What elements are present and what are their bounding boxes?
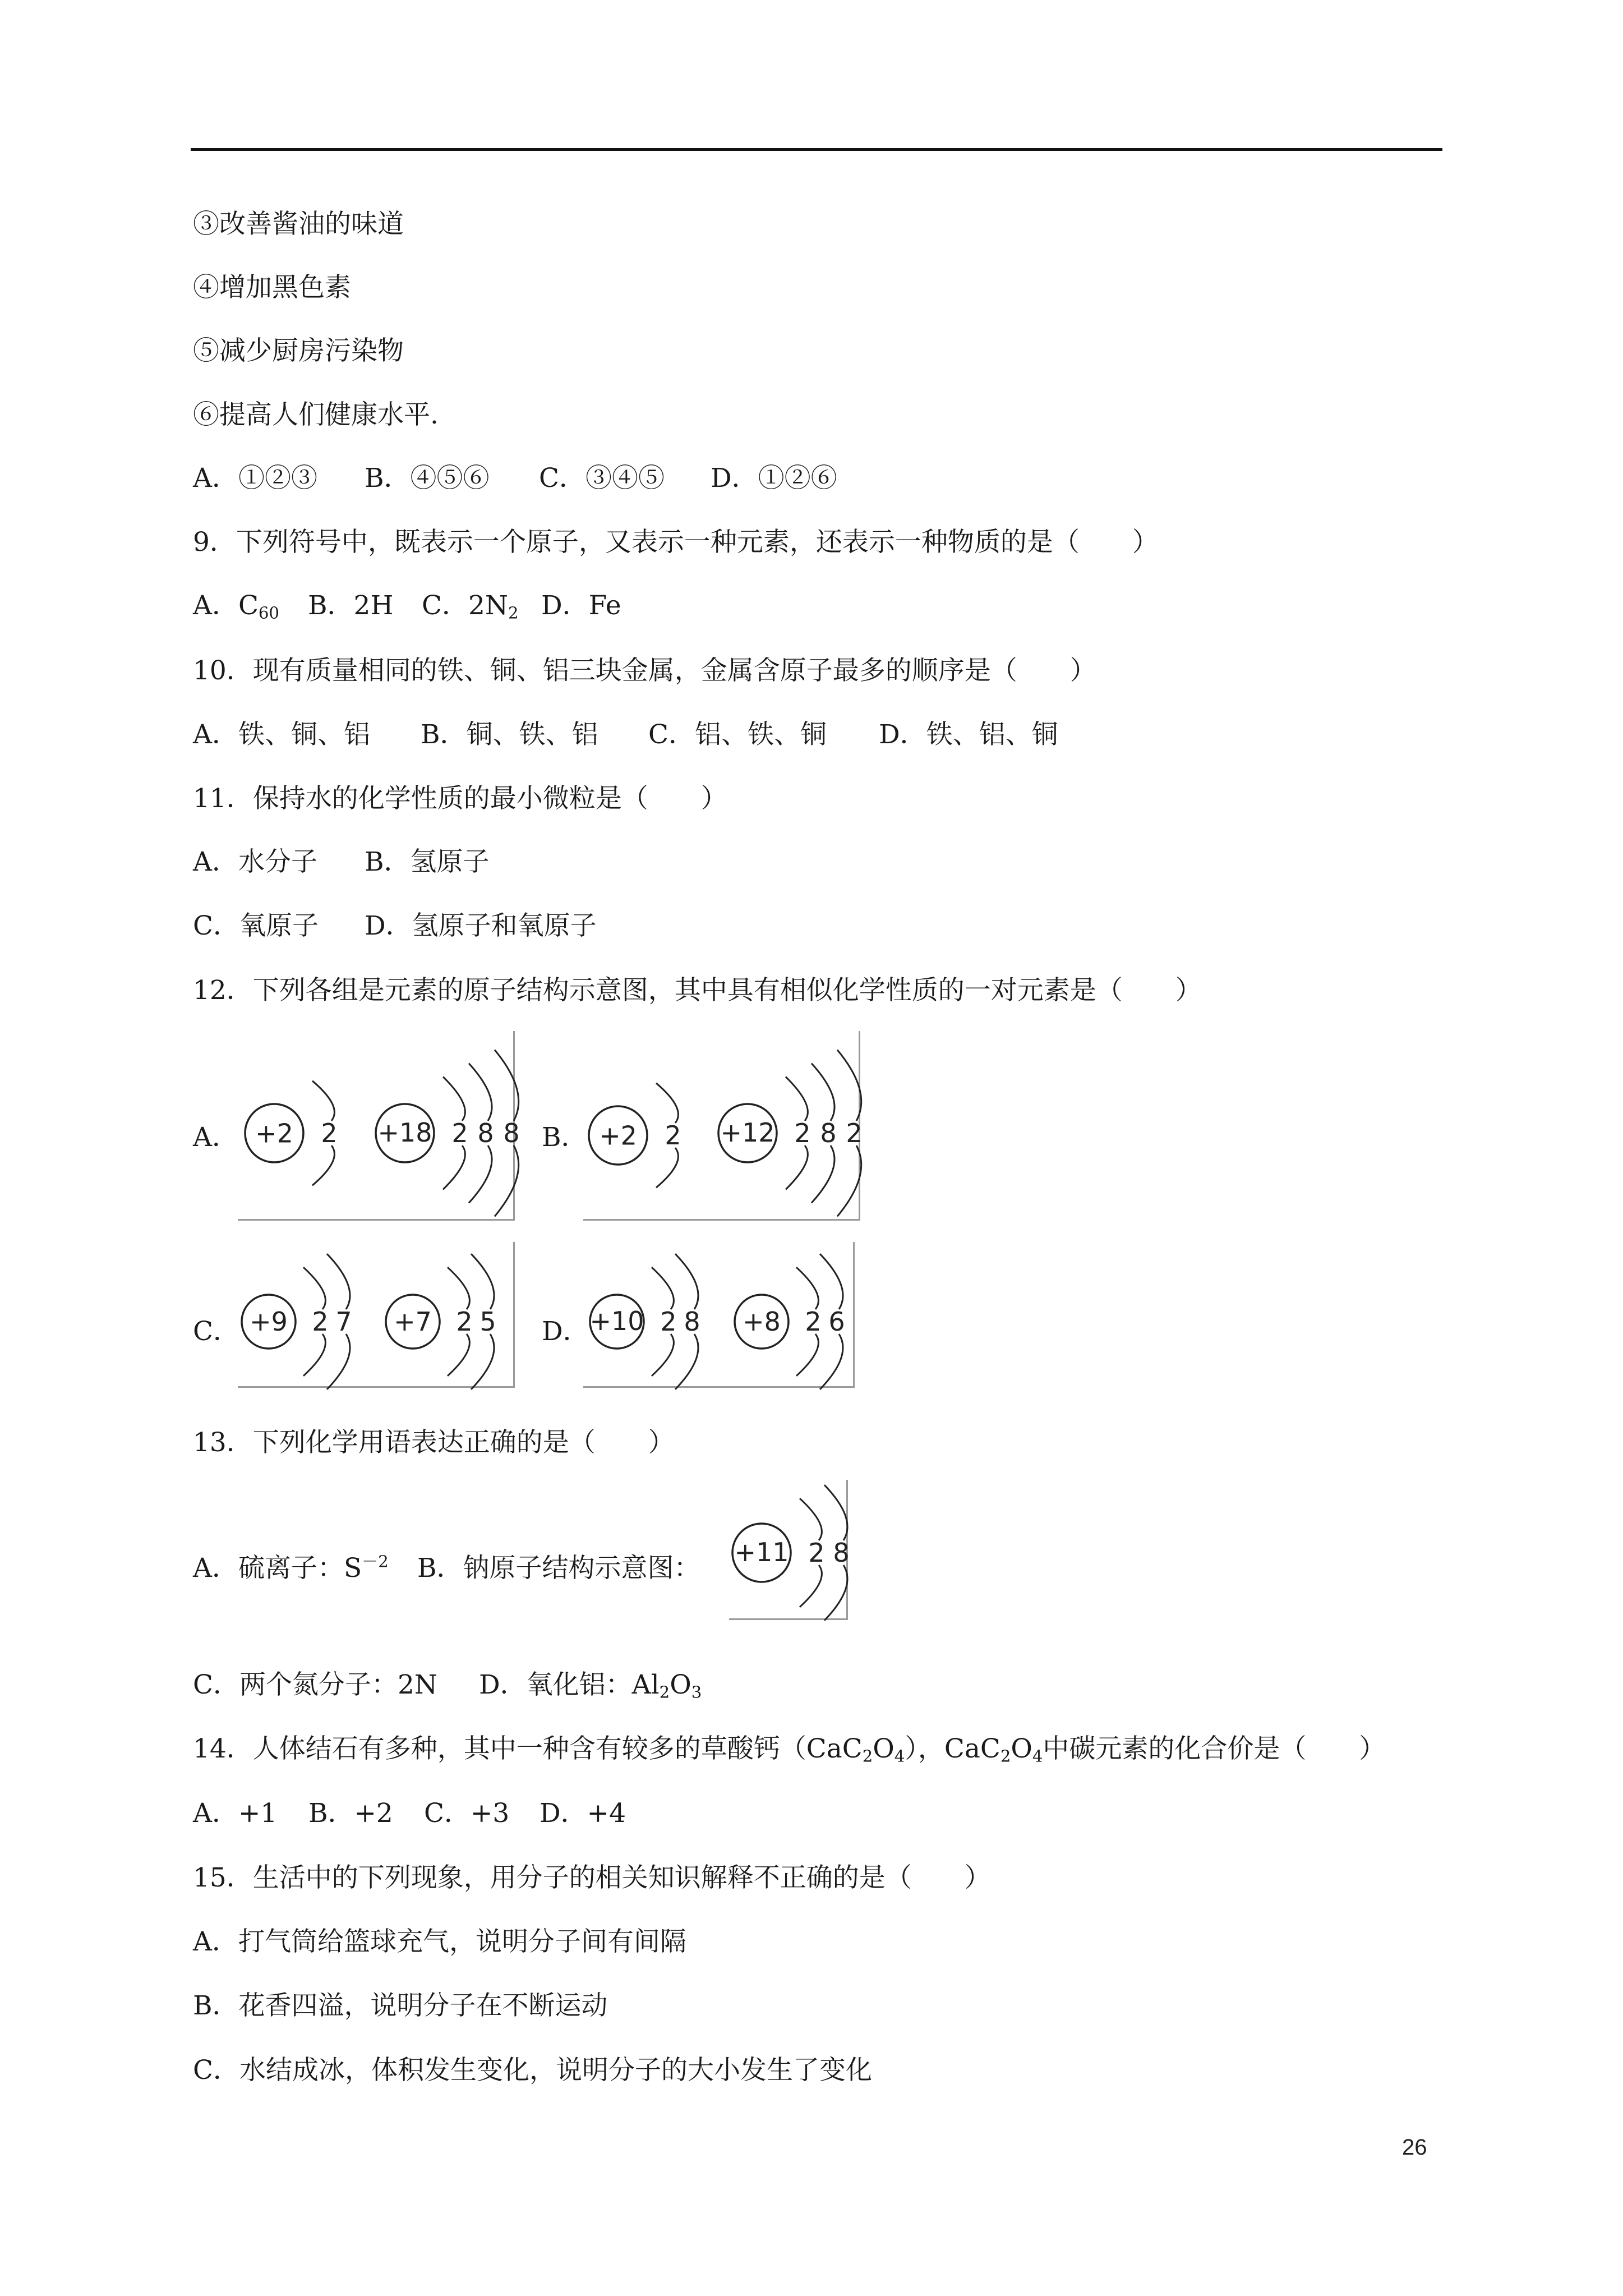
q9-choices [193,589,621,623]
q8-choices [193,462,837,495]
q11-choice-a: A．水分子 [193,846,317,877]
atom-q12c-1 [242,1254,352,1389]
q12-diagram-b-svg [583,1031,863,1221]
electron-shell-arc [796,1334,818,1376]
q10-stem: 10．现有质量相同的铁、铜、铝三块金属，金属含原子最多的顺序是（ ） [193,655,1096,686]
electron-shell-arc [471,1254,494,1309]
atom-q12b-1 [589,1083,681,1188]
q13-choice-d-sub2: 3 [691,1682,702,1702]
nucleus-charge: +18 [377,1117,432,1148]
electron-shell-arc [786,1145,808,1189]
q14-mid-3: O [1011,1733,1032,1764]
q13-choice-d [479,1668,702,1702]
atom-q13b [732,1485,850,1621]
electron-shell-arc [495,1050,519,1121]
q10-choices [193,718,1058,752]
electron-shell-arc [327,1254,350,1309]
q12-diagram-d-svg [583,1242,855,1388]
q12-label-c: C． [193,1316,239,1347]
q8-choice-d: D．①②⑥ [711,463,837,494]
q14-choices [193,1797,626,1830]
shell-electron-count: 2 [808,1538,825,1568]
q9-choice-d: D．Fe [541,590,621,621]
atom-q12d-2 [735,1254,845,1389]
electron-shell-arc [811,1064,834,1121]
electron-shell-arc [469,1064,492,1121]
q14-stem-pre: 14．人体结石有多种，其中一种含有较多的草酸钙（CaC [193,1733,863,1764]
q12-diagram-a [238,1031,520,1221]
q10-choice-b: B．铜、铁、铝 [421,719,598,750]
q14-sub-3: 2 [1000,1746,1011,1766]
shell-electron-count: 2 [312,1306,329,1337]
shell-electron-count: 8 [820,1118,837,1148]
q8-option-3: ③改善酱油的味道 [193,209,404,240]
q10-choice-d: D．铁、铝、铜 [879,719,1058,750]
electron-shell-arc [303,1267,325,1309]
shell-electron-count: 2 [665,1120,681,1151]
shell-electron-count: 2 [321,1118,338,1148]
electron-shell-arc [327,1334,350,1389]
electron-shell-arc [652,1334,674,1376]
shell-electron-count: 2 [846,1118,863,1148]
nucleus-charge: +12 [720,1117,775,1148]
electron-shell-arc [471,1334,494,1389]
electron-shell-arc [495,1145,519,1216]
q11-choice-b: B．氢原子 [365,846,490,877]
q13-choice-d-text: D．氧化铝：Al [479,1669,660,1700]
q12-stem: 12．下列各组是元素的原子结构示意图，其中具有相似化学性质的一对元素是（ ） [193,975,1202,1006]
electron-shell-arc [837,1050,861,1121]
electron-shell-arc [820,1334,843,1389]
q14-stem-post: 中碳元素的化合价是（ ） [1043,1733,1386,1764]
q14-choice-c: C．+3 [424,1798,510,1829]
nucleus-charge: +11 [734,1537,789,1568]
page-number: 26 [1402,2135,1427,2160]
shell-electron-count: 6 [828,1306,845,1337]
q8-choice-b: B．④⑤⑥ [365,463,490,494]
atom-q12c-2 [386,1254,496,1389]
q15-choice-b: B．花香四溢，说明分子在不断运动 [193,1990,608,2021]
shell-electron-count: 5 [479,1306,496,1337]
q12-label-d: D． [542,1316,589,1347]
q13-choice-d-mid: O [670,1669,691,1700]
nucleus-charge: +10 [589,1306,644,1337]
electron-shell-arc [656,1083,678,1123]
q11-stem: 11．保持水的化学性质的最小微粒是（ ） [193,783,727,814]
electron-shell-arc [469,1145,492,1203]
q10-choice-c: C．铝、铁、铜 [648,719,827,750]
q9-choice-c-text: C．2N [422,590,508,621]
q11-choices-ab [193,845,490,879]
electron-shell-arc [820,1254,843,1309]
q13-choice-b: B．钠原子结构示意图： [417,1553,700,1584]
q14-choice-a: A．+1 [193,1798,278,1829]
atom-q12b-2 [718,1050,863,1217]
q12-diagram-d [583,1242,855,1388]
q9-choice-c-subscript: 2 [508,603,519,623]
electron-shell-arc [443,1145,465,1189]
electron-shell-arc [312,1145,334,1185]
q14-sub-4: 4 [1032,1746,1043,1766]
q13-choice-a-superscript: －2 [362,1552,389,1571]
electron-shell-arc [824,1565,847,1621]
electron-shell-arc [303,1334,325,1376]
q8-choice-c: C．③④⑤ [539,463,665,494]
shell-electron-count: 2 [451,1118,468,1148]
shell-electron-count: 2 [805,1306,822,1337]
electron-shell-arc [448,1334,469,1376]
q13-choice-c: C．两个氮分子：2N [193,1669,437,1700]
electron-shell-arc [837,1145,861,1216]
q12-diagram-a-svg [238,1031,520,1221]
atom-q12d-1 [589,1254,700,1389]
electron-shell-arc [800,1565,822,1607]
q11-choice-d: D．氢原子和氧原子 [365,910,597,941]
q15-choice-c: C．水结成冰，体积发生变化，说明分子的大小发生了变化 [193,2055,872,2086]
q15-choice-a: A．打气筒给篮球充气，说明分子间有间隔 [193,1926,686,1957]
electron-shell-arc [675,1254,698,1309]
nucleus-charge: +7 [394,1306,432,1337]
electron-shell-arc [675,1334,698,1389]
q12-diagram-b [583,1031,863,1221]
header-rule [191,148,1442,151]
shell-electron-count: 8 [503,1118,520,1148]
q12-diagram-c [238,1242,515,1388]
atom-q12a-2 [376,1050,520,1217]
q10-choice-a: A．铁、铜、铝 [193,719,370,750]
q8-option-6: ⑥提高人们健康水平. [193,399,439,430]
q9-choice-a [193,589,308,623]
electron-shell-arc [443,1077,465,1121]
shell-electron-count: 8 [684,1306,700,1337]
q13-choice-a-text: A．硫离子：S [193,1553,362,1584]
shell-electron-count: 8 [477,1118,494,1148]
shell-electron-count: 2 [794,1118,811,1148]
q8-choice-a: A．①②③ [193,463,317,494]
q8-option-4: ④增加黑色素 [193,272,351,303]
q12-label-a: A． [193,1122,238,1153]
electron-shell-arc [800,1498,822,1540]
q9-choice-b: B．2H [308,590,394,621]
electron-shell-arc [811,1145,834,1203]
q13-diagram-b [729,1480,848,1620]
q8-option-5: ⑤减少厨房污染物 [193,335,404,366]
q15-stem: 15．生活中的下列现象，用分子的相关知识解释不正确的是（ ） [193,1862,991,1893]
shell-electron-count: 2 [660,1306,677,1337]
q13-stem: 13．下列化学用语表达正确的是（ ） [193,1427,675,1458]
q14-mid-2: ），CaC [905,1733,1000,1764]
q9-stem: 9．下列符号中，既表示一个原子，又表示一种元素，还表示一种物质的是（ ） [193,527,1159,558]
shell-electron-count: 8 [833,1538,850,1568]
q14-sub-1: 2 [862,1746,873,1766]
electron-shell-arc [824,1485,847,1540]
q9-choice-c [422,589,541,623]
q12-diagram-c-svg [238,1242,515,1388]
electron-shell-arc [652,1267,674,1309]
q12-label-b: B． [542,1122,588,1153]
atom-q12a-1 [245,1081,338,1185]
electron-shell-arc [312,1081,334,1121]
q14-choice-d: D．+4 [540,1798,626,1829]
nucleus-charge: +2 [599,1120,637,1151]
q14-stem [193,1732,1385,1766]
electron-shell-arc [796,1267,818,1309]
nucleus-charge: +8 [743,1306,781,1337]
q13-choice-a [193,1552,417,1585]
nucleus-charge: +2 [255,1118,293,1149]
electron-shell-arc [448,1267,469,1309]
q14-choice-b: B．+2 [308,1798,393,1829]
q9-choice-a-subscript: 60 [258,603,279,623]
q13-choices-cd [193,1668,702,1702]
nucleus-charge: +9 [250,1306,288,1337]
q14-mid-1: O [873,1733,895,1764]
shell-electron-count: 2 [456,1306,473,1337]
q14-sub-2: 4 [894,1746,905,1766]
q13-diagram-b-svg [729,1480,848,1620]
q11-choice-c: C．氧原子 [193,910,319,941]
shell-electron-count: 7 [335,1306,352,1337]
electron-shell-arc [656,1148,678,1188]
q13-choices-ab [193,1552,700,1585]
electron-shell-arc [786,1077,808,1121]
q13-choice-d-sub1: 2 [659,1682,670,1702]
q11-choices-cd [193,909,597,943]
q9-choice-a-text: A．C [193,590,259,621]
